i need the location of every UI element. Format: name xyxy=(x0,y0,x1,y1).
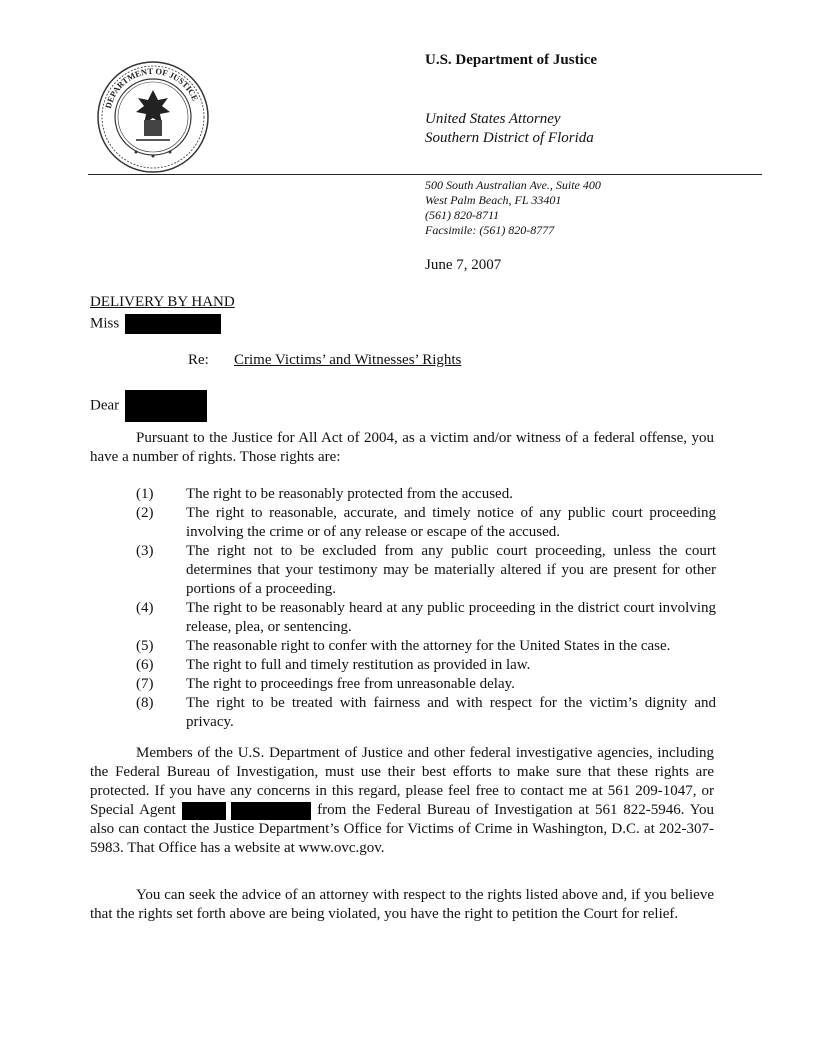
list-text: The right to reasonable, accurate, and timely notice of any public court proceeding involving the crime or of any release or escape of the accused. xyxy=(186,505,716,540)
relief-paragraph: You can seek the advice of an attorney with respect to the rights listed above and, if you believe that the rights set forth above are being violated, you have the right to petition the Court for relief. xyxy=(90,887,714,922)
redaction-block xyxy=(231,802,311,820)
list-text: The right to be reasonably heard at any public proceeding in the district court involving release, plea, or sentencing. xyxy=(186,600,716,635)
list-number: (6) xyxy=(136,657,154,673)
salutation-text: Dear xyxy=(90,397,120,414)
address-phone: (561) 820-8711 xyxy=(425,208,500,222)
list-text: The right to be treated with fairness and with respect for the victim’s dignity and privacy. xyxy=(186,695,716,730)
address-city: West Palm Beach, FL 33401 xyxy=(425,193,562,207)
list-number: (3) xyxy=(136,543,154,559)
re-label: Re: xyxy=(188,352,209,368)
recipient-line xyxy=(90,314,221,334)
list-number: (1) xyxy=(136,486,154,502)
address-street: 500 South Australian Ave., Suite 400 xyxy=(425,178,601,192)
redaction-block xyxy=(182,802,226,820)
list-number: (5) xyxy=(136,638,154,654)
list-text: The right to full and timely restitution as provided in law. xyxy=(186,657,531,673)
contact-paragraph xyxy=(90,744,714,858)
re-subject: Crime Victims’ and Witnesses’ Rights xyxy=(234,352,462,368)
list-item xyxy=(136,599,716,637)
office-line-1: United States Attorney xyxy=(425,111,561,127)
redaction-block xyxy=(125,314,221,334)
list-number: (2) xyxy=(136,505,154,521)
doj-seal-icon xyxy=(96,60,210,174)
recipient-prefix: Miss xyxy=(90,315,120,332)
list-item xyxy=(136,542,716,599)
list-text: The right to be reasonably protected from the accused. xyxy=(186,486,513,502)
salutation xyxy=(90,390,207,422)
list-item xyxy=(136,485,716,504)
list-number: (7) xyxy=(136,676,154,692)
list-number: (8) xyxy=(136,695,154,711)
intro-paragraph: Pursuant to the Justice for All Act of 2004, as a victim and/or witness of a federal offense, you have a number of rights. Those rights are: xyxy=(90,430,714,465)
rights-list xyxy=(136,485,716,732)
list-text: The right not to be excluded from any public court proceeding, unless the court determines that your testimony may be materially altered if you are present for other portions of a proceeding. xyxy=(186,543,716,597)
office-line-2: Southern District of Florida xyxy=(425,130,594,146)
address-fax: Facsimile: (561) 820-8777 xyxy=(425,223,555,237)
department-name: U.S. Department of Justice xyxy=(425,52,598,68)
contact-text-before: Members of the U.S. Department of Justice and other federal investigative agencies, including the Federal Bureau of Investigation, must use their best efforts to make sure that these rights are protected. If you have any concerns in this regard, please feel free to contact me at 561 209-1047, or Special Agent xyxy=(90,745,714,818)
list-item xyxy=(136,656,716,675)
list-item xyxy=(136,504,716,542)
office-name xyxy=(425,110,594,148)
list-text: The right to proceedings free from unreasonable delay. xyxy=(186,676,515,692)
list-text: The reasonable right to confer with the attorney for the United States in the case. xyxy=(186,638,671,654)
redaction-block xyxy=(125,390,207,422)
office-address xyxy=(425,178,601,238)
list-item xyxy=(136,637,716,656)
list-item xyxy=(136,675,716,694)
seal-text: DEPARTMENT OF JUSTICE xyxy=(102,65,201,110)
delivery-method: DELIVERY BY HAND xyxy=(90,294,235,310)
contact-text-after: from the Federal Bureau of Investigation at 561 822-5946. You also can contact the Justice Department’s Office for Victims of Crime in Washington, D.C. at 202-307-5983. That Office has a website at www.ovc.gov. xyxy=(90,802,715,856)
letter-date: June 7, 2007 xyxy=(425,257,502,273)
header-divider xyxy=(88,174,762,175)
list-number: (4) xyxy=(136,600,154,616)
list-item xyxy=(136,694,716,732)
